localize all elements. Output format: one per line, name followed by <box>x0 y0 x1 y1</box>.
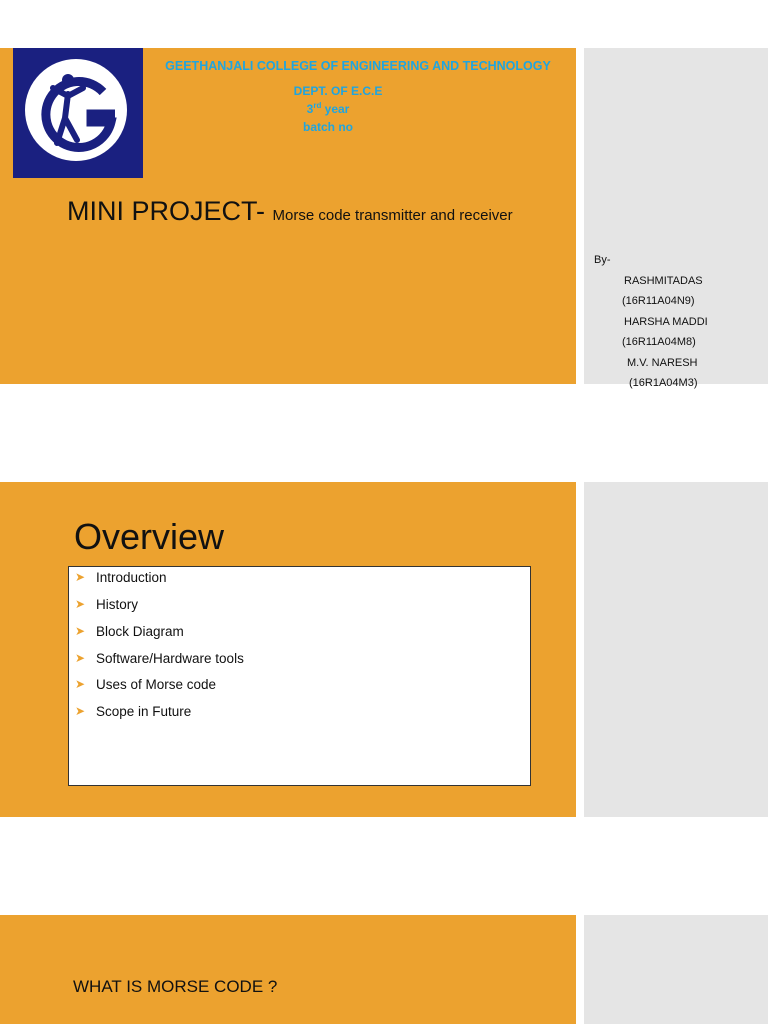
year-line <box>150 101 506 116</box>
project-title <box>67 196 513 227</box>
year-number: 3 <box>306 102 314 116</box>
overview-list-box <box>68 566 531 786</box>
overview-item-label: Introduction <box>96 569 167 585</box>
bullet-arrow-icon: ➤ <box>75 597 86 611</box>
overview-item-label: Software/Hardware tools <box>96 650 244 666</box>
overview-item <box>75 674 216 694</box>
overview-item-label: History <box>96 596 139 612</box>
author-name: RASHMITADAS <box>624 274 703 287</box>
overview-item-label: Block Diagram <box>96 623 184 639</box>
author-roll: (16R1A04M3) <box>629 377 698 389</box>
title-slide <box>0 48 768 389</box>
bullet-arrow-icon: ➤ <box>75 624 86 638</box>
year-word: year <box>321 102 350 116</box>
morse-side-panel <box>584 915 768 1024</box>
overview-item-label: Uses of Morse code <box>96 676 217 692</box>
author-roll: (16R11A04N9) <box>622 295 695 307</box>
morse-slide <box>0 915 768 1024</box>
overview-item <box>75 567 167 587</box>
batch-number: batch no <box>303 120 353 134</box>
overview-item-label: Scope in Future <box>96 703 192 719</box>
year-suffix: rd <box>313 101 322 110</box>
authors-by: By- <box>594 254 611 266</box>
overview-item <box>75 648 244 668</box>
bullet-arrow-icon: ➤ <box>75 651 86 665</box>
overview-item <box>75 701 191 721</box>
morse-main-panel <box>0 915 576 1024</box>
project-title-sub: Morse code transmitter and receiver <box>272 207 513 224</box>
title-slide-side-panel <box>584 48 768 389</box>
overview-slide <box>0 482 768 817</box>
overview-item <box>75 621 184 641</box>
overview-main-panel <box>0 482 576 817</box>
college-logo-icon <box>13 48 143 178</box>
college-logo <box>13 48 143 178</box>
overview-side-panel <box>584 482 768 817</box>
bullet-arrow-icon: ➤ <box>75 570 86 584</box>
morse-title: WHAT IS MORSE CODE ? <box>73 977 278 996</box>
department: DEPT. OF E.C.E <box>293 84 383 98</box>
author-name: M.V. NARESH <box>627 356 698 369</box>
project-title-main: MINI PROJECT- <box>67 196 273 226</box>
overview-title: Overview <box>74 516 225 557</box>
bullet-arrow-icon: ➤ <box>75 704 86 718</box>
bullet-arrow-icon: ➤ <box>75 677 86 691</box>
authors-list <box>584 254 768 398</box>
college-name: GEETHANJALI COLLEGE OF ENGINEERING AND TECHNOLOGY <box>165 59 551 73</box>
overview-item <box>75 594 138 614</box>
author-roll: (16R11A04M8) <box>622 336 696 348</box>
author-name: HARSHA MADDI <box>624 315 708 328</box>
title-slide-main-panel <box>0 48 576 384</box>
